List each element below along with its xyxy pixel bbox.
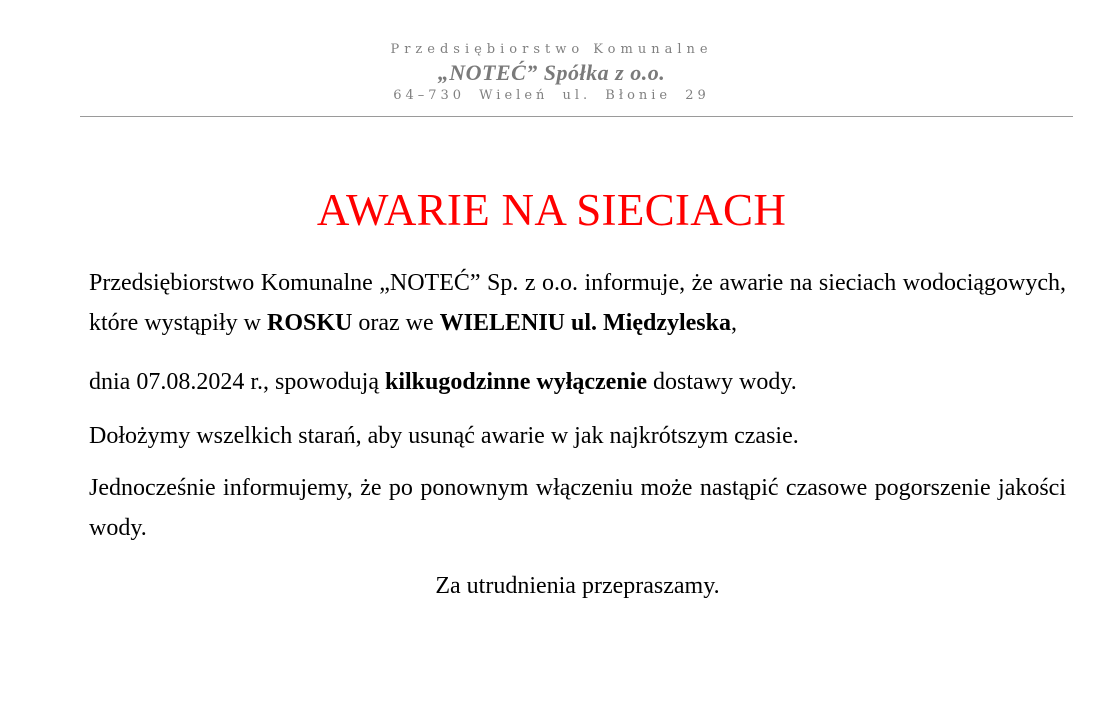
p2-outage-duration: kilkugodzinne wyłączenie xyxy=(384,369,648,395)
paragraph-date xyxy=(89,362,1066,402)
p1-text-1: Przedsiębiorstwo Komunalne „NOTEĆ” Sp. z o.o. informuje, że awarie na sieciach wodociągowych, które wystąpiły w xyxy=(89,270,1066,336)
paragraph-failure-location xyxy=(89,263,1066,343)
p1-location-wielen: WIELENIU ul. Międzyleska xyxy=(439,310,731,336)
p2-text-1: dnia 07.08.2024 r., spowodują xyxy=(89,369,385,395)
notice-title: AWARIE NA SIECIACH xyxy=(316,185,787,235)
letterhead-divider xyxy=(80,116,1073,117)
p1-location-rosko: ROSKU xyxy=(266,310,353,336)
p2-text-2: dostawy wody. xyxy=(647,369,797,395)
paragraph-water-quality: Jednocześnie informujemy, że po ponownym włączeniu może nastąpić czasowe pogorszenie jakości wody. xyxy=(89,475,1066,541)
paragraph-repair: Dołożymy wszelkich starań, aby usunąć awarie w jak najkrótszym czasie. xyxy=(89,423,799,449)
letterhead-company-type: Przedsiębiorstwo Komunalne xyxy=(390,42,713,57)
letterhead-company-name: „NOTEĆ” Spółka z o.o. xyxy=(437,60,666,85)
letterhead xyxy=(0,40,1103,106)
paragraph-apology: Za utrudnienia przepraszamy. xyxy=(435,573,720,599)
p1-text-2: oraz we xyxy=(352,310,440,336)
letterhead-address: 64–730 Wieleń ul. Błonie 29 xyxy=(393,88,710,103)
p1-text-3: , xyxy=(731,310,737,336)
